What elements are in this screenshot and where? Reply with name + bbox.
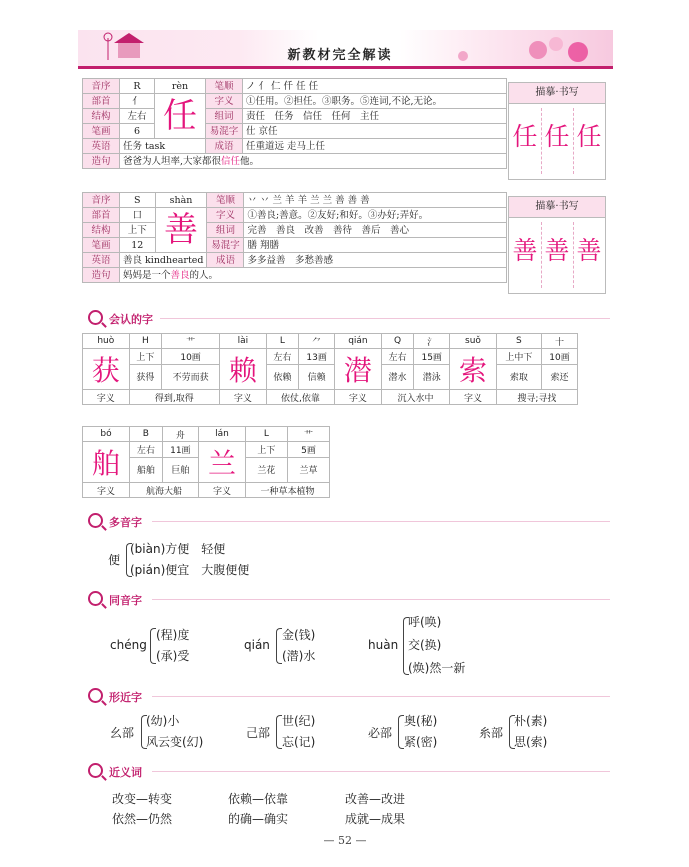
section-divider <box>152 599 610 600</box>
table-cell: 字义 <box>450 390 497 405</box>
label-radical: 部首 <box>83 94 120 109</box>
table-cell: qián <box>335 334 382 349</box>
table-cell: 左右 <box>381 349 414 365</box>
homophone-head: huàn <box>368 638 399 652</box>
big-character: 任 <box>155 94 206 139</box>
magnifier-icon <box>88 310 103 325</box>
tracing-title: 描摹·书写 <box>508 196 606 218</box>
similar-item: 忘(记) <box>282 735 316 749</box>
label-order: 笔顺 <box>207 193 244 208</box>
recognize-char: 赖 <box>220 349 267 390</box>
table-cell: suǒ <box>450 334 497 349</box>
label-idiom: 成语 <box>206 139 243 154</box>
table-cell: L <box>266 334 299 349</box>
label-strokes: 笔画 <box>83 238 120 253</box>
table-cell: bó <box>83 427 130 442</box>
table-cell: 依赖 <box>266 364 299 389</box>
tracing-box <box>508 103 606 180</box>
polyphone-line: (biàn)方便 轻便 <box>130 542 226 556</box>
table-cell: lài <box>220 334 267 349</box>
similar-item: 朴(素) <box>514 714 548 728</box>
table-cell: 信赖 <box>299 364 335 389</box>
table-cell: 兰花 <box>245 457 287 482</box>
table-cell: 搜寻;寻找 <box>496 390 577 405</box>
table-row <box>83 390 578 405</box>
value-pinyin: rèn <box>155 79 206 94</box>
table-row <box>83 483 330 498</box>
table-cell: 艹 <box>287 427 329 442</box>
recognize-table-1 <box>82 333 578 405</box>
section-divider <box>152 521 610 522</box>
homophone-head: chéng <box>110 638 147 652</box>
table-cell: 舟 <box>162 427 198 442</box>
value-structure: 上下 <box>120 223 156 238</box>
value-stroke-order: 丷 丷 兰 羊 羊 兰 兰 善 善 善 <box>244 193 507 208</box>
section-divider <box>152 771 610 772</box>
homophone-item: (程)度 <box>156 628 190 642</box>
table-cell: 字义 <box>335 390 382 405</box>
value-confuse: 膳 翔膳 <box>244 238 507 253</box>
synonym-pair: 改变—转变 <box>112 792 173 806</box>
table-row <box>83 334 578 349</box>
label-order: 笔顺 <box>206 79 243 94</box>
tracing-char: 任 <box>576 122 602 151</box>
magnifier-icon <box>88 513 103 528</box>
table-row <box>83 442 330 458</box>
value-strokes: 12 <box>120 238 156 253</box>
recognize-char: 潜 <box>335 349 382 390</box>
value-english: 任务 task <box>120 139 206 154</box>
similar-head: 幺部 <box>110 726 135 740</box>
value-meaning: ①任用。②担任。③职务。⑤连词,不论,无论。 <box>243 94 507 109</box>
big-character: 善 <box>155 208 207 253</box>
value-stroke-order: ノ 亻 仁 仟 任 任 <box>243 79 507 94</box>
tracing-box <box>508 217 606 294</box>
label-structure: 结构 <box>83 109 120 124</box>
value-words: 责任 任务 信任 任何 主任 <box>243 109 507 124</box>
table-cell: Q <box>381 334 414 349</box>
tracing-char: 善 <box>544 236 570 265</box>
section-heading-synonym: 近义词 <box>88 763 142 780</box>
table-cell: H <box>129 334 162 349</box>
synonym-pair: 的确—确实 <box>228 812 289 826</box>
table-cell: 依仗,依靠 <box>266 390 334 405</box>
synonym-pair: 依然—仍然 <box>112 812 173 826</box>
label-meaning: 字义 <box>206 94 243 109</box>
similar-item: (幼)小 <box>146 714 180 728</box>
table-cell: 上中下 <box>496 349 541 365</box>
label-sentence: 造句 <box>83 154 120 169</box>
table-row <box>83 364 578 389</box>
magnifier-icon <box>88 688 103 703</box>
tracing-char: 任 <box>544 122 570 151</box>
value-confuse: 仕 京任 <box>243 124 507 139</box>
section-heading-similar: 形近字 <box>88 688 142 705</box>
table-cell: S <box>496 334 541 349</box>
header-rule <box>78 66 613 69</box>
recognize-char: 舶 <box>83 442 130 483</box>
homophone-item: 金(钱) <box>282 628 316 642</box>
table-cell: B <box>129 427 162 442</box>
similar-item: 紧(密) <box>404 735 438 749</box>
table-cell: 艹 <box>162 334 220 349</box>
value-meaning: ①善良;善意。②友好;和好。③办好;弄好。 <box>244 208 507 223</box>
table-cell: 船舶 <box>129 457 162 482</box>
similar-item: 奥(秘) <box>404 714 438 728</box>
table-cell: 10画 <box>162 349 220 365</box>
label-seq: 音序 <box>83 193 120 208</box>
homophone-item: (潜)水 <box>282 649 316 663</box>
synonym-pair: 成就—成果 <box>345 812 406 826</box>
similar-head: 糸部 <box>479 726 504 740</box>
section-divider <box>152 696 610 697</box>
homophone-item: 交(换) <box>408 638 442 652</box>
table-cell: 获得 <box>129 364 162 389</box>
homophone-item: (焕)然一新 <box>408 661 466 675</box>
label-english: 英语 <box>83 253 120 268</box>
table-cell: 兰草 <box>287 457 329 482</box>
tracing-title: 描摹·书写 <box>508 82 606 104</box>
table-cell: ⺈ <box>299 334 335 349</box>
label-confuse: 易混字 <box>206 124 243 139</box>
table-cell: 沉入水中 <box>381 390 449 405</box>
value-seq: R <box>120 79 155 94</box>
polyphone-line: (pián)便宜 大腹便便 <box>130 563 250 577</box>
magnifier-icon <box>88 591 103 606</box>
char-card-shan <box>82 192 507 283</box>
table-cell: 索取 <box>496 364 541 389</box>
table-row <box>83 349 578 365</box>
table-cell: 左右 <box>129 442 162 458</box>
label-words: 组词 <box>207 223 244 238</box>
label-sentence: 造句 <box>83 268 120 283</box>
table-cell: 13画 <box>299 349 335 365</box>
recognize-char: 兰 <box>198 442 245 483</box>
section-heading-polyphone: 多音字 <box>88 513 142 530</box>
homophone-item: (承)受 <box>156 649 190 663</box>
table-cell: 一种草本植物 <box>245 483 329 498</box>
synonym-pair: 改善—改进 <box>345 792 406 806</box>
table-cell: huò <box>83 334 130 349</box>
homophone-head: qián <box>244 638 270 652</box>
similar-head: 己部 <box>246 726 271 740</box>
similar-item: 思(索) <box>514 735 548 749</box>
table-cell: 字义 <box>83 483 130 498</box>
table-cell: 巨舶 <box>162 457 198 482</box>
magnifier-icon <box>88 763 103 778</box>
table-row <box>83 427 330 442</box>
table-cell: 航海大船 <box>129 483 198 498</box>
table-cell: 潜水 <box>381 364 414 389</box>
table-cell: 5画 <box>287 442 329 458</box>
similar-head: 必部 <box>368 726 393 740</box>
table-cell: 潜泳 <box>414 364 450 389</box>
value-radical: 口 <box>120 208 156 223</box>
recognize-table-2 <box>82 426 330 498</box>
table-cell: 字义 <box>220 390 267 405</box>
table-cell: 索还 <box>542 364 578 389</box>
label-seq: 音序 <box>83 79 120 94</box>
table-cell: 11画 <box>162 442 198 458</box>
value-sentence: 妈妈是一个善良的人。 <box>120 268 507 283</box>
page-header-title: 新教材完全解读 <box>287 48 393 63</box>
recognize-char: 索 <box>450 349 497 390</box>
page-number: — 52 — <box>323 834 367 847</box>
label-structure: 结构 <box>83 223 120 238</box>
recognize-char: 获 <box>83 349 130 390</box>
value-seq: S <box>120 193 156 208</box>
label-english: 英语 <box>83 139 120 154</box>
value-radical: 亻 <box>120 94 155 109</box>
section-heading-recognize: 会认的字 <box>88 310 153 327</box>
table-cell: 氵 <box>414 334 450 349</box>
section-heading-homophone: 同音字 <box>88 591 142 608</box>
table-cell: 左右 <box>266 349 299 365</box>
label-radical: 部首 <box>83 208 120 223</box>
value-idiom: 任重道远 走马上任 <box>243 139 507 154</box>
label-words: 组词 <box>206 109 243 124</box>
similar-item: 世(纪) <box>282 714 316 728</box>
value-english: 善良 kindhearted <box>120 253 207 268</box>
table-cell: 字义 <box>198 483 245 498</box>
table-cell: 字义 <box>83 390 130 405</box>
label-meaning: 字义 <box>207 208 244 223</box>
table-cell: 上下 <box>129 349 162 365</box>
table-cell: 上下 <box>245 442 287 458</box>
value-sentence: 爸爸为人坦率,大家都很信任他。 <box>120 154 507 169</box>
value-idiom: 多多益善 多愁善感 <box>244 253 507 268</box>
table-cell: 得到,取得 <box>129 390 219 405</box>
tracing-char: 善 <box>512 236 538 265</box>
value-words: 完善 善良 改善 善待 善后 善心 <box>244 223 507 238</box>
value-strokes: 6 <box>120 124 155 139</box>
label-strokes: 笔画 <box>83 124 120 139</box>
table-cell: 不劳而获 <box>162 364 220 389</box>
label-idiom: 成语 <box>207 253 244 268</box>
table-cell: 十 <box>542 334 578 349</box>
polyphone-char: 便 <box>108 553 121 567</box>
tracing-char: 善 <box>576 236 602 265</box>
table-cell: 15画 <box>414 349 450 365</box>
value-pinyin: shàn <box>155 193 207 208</box>
homophone-item: 呼(唤) <box>408 615 442 629</box>
value-structure: 左右 <box>120 109 155 124</box>
similar-item: 风云变(幻) <box>146 735 204 749</box>
tracing-char: 任 <box>512 122 538 151</box>
table-cell: lán <box>198 427 245 442</box>
table-cell: L <box>245 427 287 442</box>
label-confuse: 易混字 <box>207 238 244 253</box>
synonym-pair: 依赖—依靠 <box>228 792 289 806</box>
table-cell: 10画 <box>542 349 578 365</box>
char-card-ren <box>82 78 507 169</box>
section-divider <box>160 318 610 319</box>
